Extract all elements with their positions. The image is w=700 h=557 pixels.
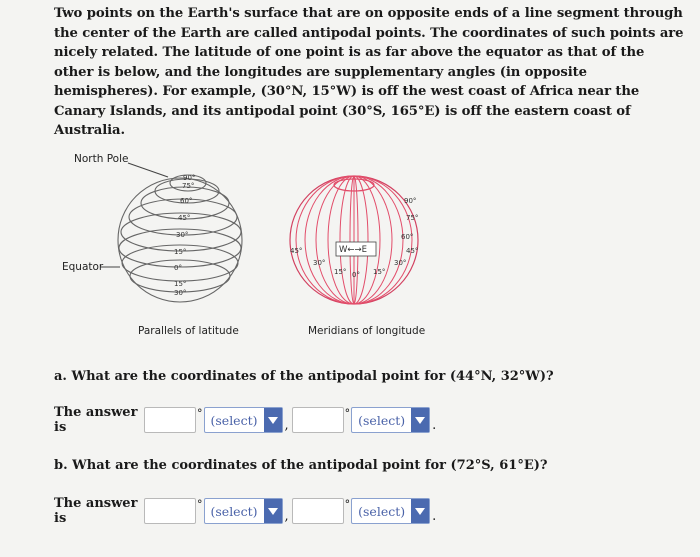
meridian-label: 60° [401,233,414,241]
degree-symbol: ° [344,497,351,511]
longitude-input-b[interactable] [292,498,344,524]
select-value: (select) [210,412,258,428]
equator-label: Equator [62,261,104,273]
parallel-label: 90° [183,174,196,182]
period: . [432,417,437,433]
chevron-down-icon [264,408,282,432]
latitude-direction-select-b[interactable] [204,498,283,524]
meridian-label: 90° [404,197,417,205]
globe-figure [40,145,440,345]
parallel-label: 30° [174,289,187,297]
meridian-label: 75° [406,214,419,222]
meridian-label: 30° [313,259,326,267]
parallels-globe [100,163,242,302]
comma: , [284,508,289,524]
select-value: (select) [210,503,258,519]
parallel-label: 45° [178,214,191,222]
answer-label: The answer is [54,405,138,435]
we-label: W←→E [339,245,368,255]
degree-symbol: ° [197,497,203,511]
chevron-down-icon [264,499,282,523]
parallel-tick-labels [174,174,195,297]
parallels-caption: Parallels of latitude [138,325,239,337]
period: . [432,508,437,524]
parallel-label: 15° [174,280,187,288]
answer-label: The answer is [54,496,138,526]
parallel-label: 15° [174,248,187,256]
select-value: (select) [358,503,406,519]
globes-illustration [40,145,440,345]
answer-row-a [54,403,436,437]
meridian-label: 15° [334,268,347,276]
meridians-globe [290,176,418,304]
parallel-label: 60° [180,197,193,205]
north-pole-label: North Pole [74,153,129,165]
meridian-label: 45° [406,247,419,255]
question-a-text: a. What are the coordinates of the antipodal point for (44°N, 32°W)? [54,369,554,384]
parallel-label: 30° [176,231,189,239]
longitude-direction-select-b[interactable] [351,498,430,524]
degree-symbol: ° [197,406,203,420]
chevron-down-icon [411,408,429,432]
longitude-input-a[interactable] [292,407,344,433]
north-pole-pointer [128,163,168,177]
question-b-text: b. What are the coordinates of the antipodal point for (72°S, 61°E)? [54,458,548,473]
comma: , [284,417,289,433]
longitude-direction-select-a[interactable] [351,407,430,433]
meridians-caption: Meridians of longitude [308,325,426,337]
meridian-label: 0° [352,271,360,279]
intro-paragraph: Two points on the Earth's surface that are on opposite ends of a line segment through the center of the Earth are called antipodal points. The coordinates of such points are nicely related. The latitude of one point is as far above the equator as that of the other is below, and the longitudes are supplementary angles (in opposite hemispheres). For example, (30°N, 15°W) is off the west coast of Africa near the Canary Islands, and its antipodal point (30°S, 165°E) is off the eastern coast of Australia. [54,6,684,138]
meridian-label: 30° [394,259,407,267]
parallel-label: 0° [174,264,182,272]
meridian-label: 45° [290,247,303,255]
latitude-direction-select-a[interactable] [204,407,283,433]
chevron-down-icon [411,499,429,523]
meridian-label: 15° [373,268,386,276]
latitude-input-b[interactable] [144,498,196,524]
parallel-label: 75° [182,182,195,190]
select-value: (select) [358,412,406,428]
latitude-input-a[interactable] [144,407,196,433]
answer-row-b [54,494,436,528]
degree-symbol: ° [344,406,351,420]
